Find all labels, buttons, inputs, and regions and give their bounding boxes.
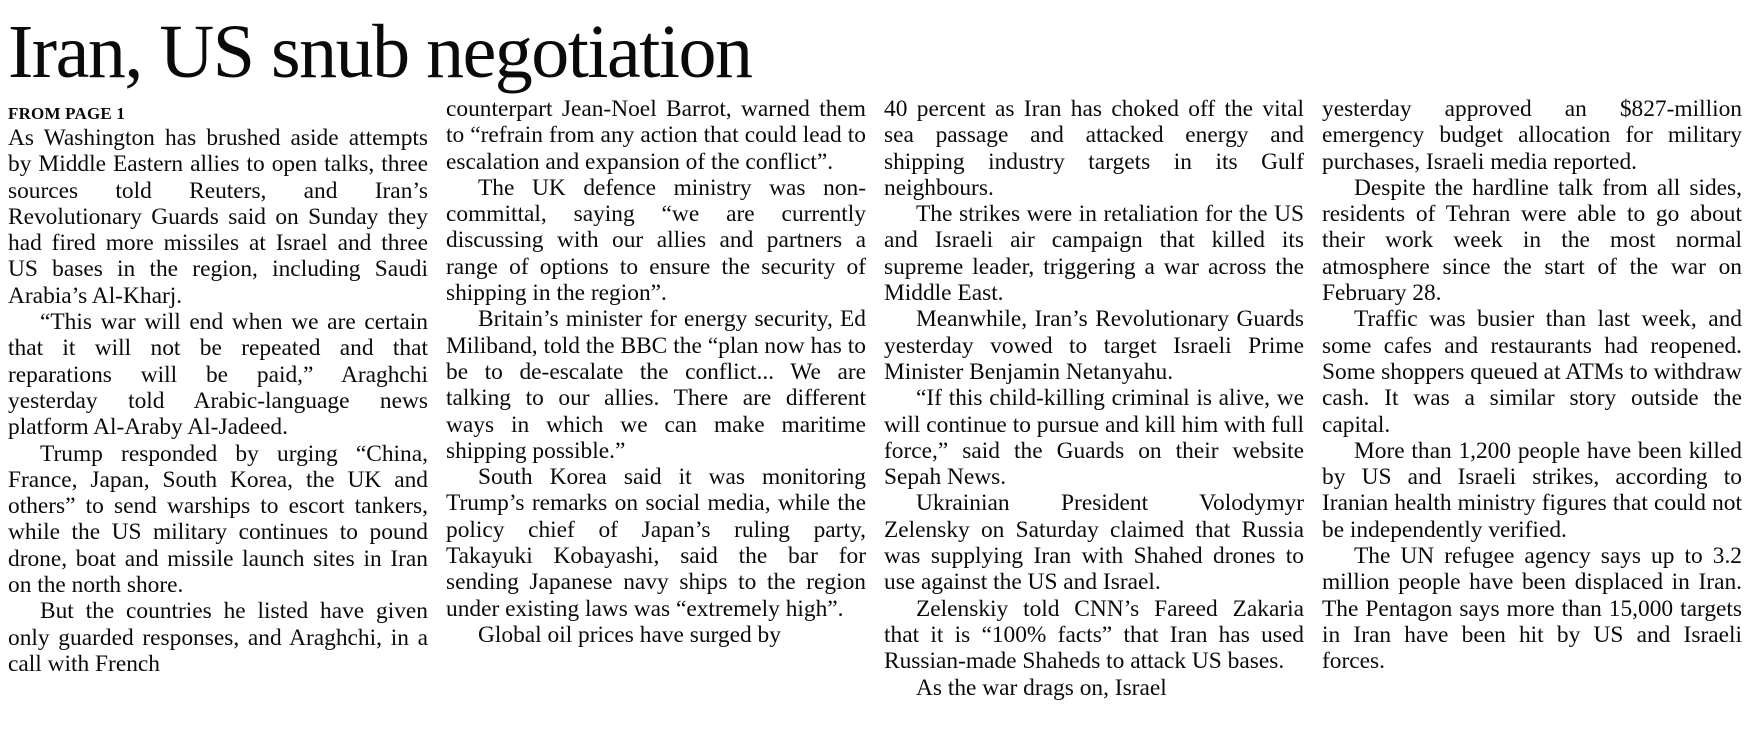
article-column-4 [1322,96,1742,742]
paragraph: Trump responded by urging “China, France, Japan, South Korea, the UK and others” to send warships to escort tankers, while the US military continues to pound drone, boat and missile launch sites in Iran on the north shore. [8,440,428,599]
paragraph: Traffic was busier than last week, and some cafes and restaurants had reopened. Some shoppers queued at ATMs to withdraw cash. It was a similar story outside the capital. [1322,306,1742,438]
article-column-3 [884,96,1304,742]
paragraph: As Washington has brushed aside attempts by Middle Eastern allies to open talks, three sources told Reuters, and Iran’s Revolutionary Guards said on Sunday they had fired more missiles at Israel and three US bases in the region, including Saudi Arabia’s Al-Kharj. [8,125,428,309]
paragraph: yesterday approved an $827-million emergency budget allocation for military purchases, Israeli media reported. [1322,96,1742,175]
paragraph: Britain’s minister for energy security, Ed Miliband, told the BBC the “plan now has to be to de-escalate the conflict... We are talking to our allies. There are different ways in which we can make maritime shipping possible.” [446,306,866,464]
paragraph: Meanwhile, Iran’s Revolutionary Guards yesterday vowed to target Israeli Prime Minister Benjamin Netanyahu. [884,306,1304,385]
paragraph: As the war drags on, Israel [916,674,1167,701]
paragraph: Global oil prices have surged by [478,621,781,648]
paragraph: Zelenskiy told CNN’s Fareed Zakaria that it is “100% facts” that Iran has used Russian-made Shaheds to attack US bases. [884,595,1304,675]
headline: Iran, US snub negotiation [8,10,752,94]
paragraph: More than 1,200 people have been killed by US and Israeli strikes, according to Iranian health ministry figures that could not be independently verified. [1322,437,1742,543]
paragraph: 40 percent as Iran has choked off the vital sea passage and attacked energy and shipping industry targets in its Gulf neighbours. [884,96,1304,201]
article-column-2 [446,96,866,742]
paragraph: But the countries he listed have given only guarded responses, and Araghchi, in a call with French [8,598,428,677]
paragraph: The UK defence ministry was non-committal, saying “we are currently discussing with our allies and partners a range of options to ensure the security of shipping in the region”. [446,174,866,307]
paragraph: “If this child-killing criminal is alive, we will continue to pursue and kill him with full force,” said the Guards on their website Sepah News. [884,385,1304,491]
paragraph: Despite the hardline talk from all sides, residents of Tehran were able to go about their work week in the most normal atmosphere since the start of the war on February 28. [1322,174,1742,307]
paragraph: counterpart Jean-Noel Barrot, warned them to “refrain from any action that could lead to escalation and expansion of the conflict”. [446,96,866,175]
paragraph: South Korea said it was monitoring Trump’s remarks on social media, while the policy chief of Japan’s ruling party, Takayuki Kobayashi, said the bar for sending Japanese navy ships to the region under existing laws was “extremely high”. [446,464,866,622]
article-column-1 [8,104,428,750]
paragraph: The UN refugee agency says up to 3.2 million people have been displaced in Iran. The Pentagon says more than 15,000 targets in Iran have been hit by US and Israeli forces. [1322,543,1742,675]
paragraph: Ukrainian President Volodymyr Zelensky on Saturday claimed that Russia was supplying Iran with Shahed drones to use against the US and Israel. [884,490,1304,596]
paragraph: The strikes were in retaliation for the US and Israeli air campaign that killed its supreme leader, triggering a war across the Middle East. [884,201,1304,307]
kicker-from-page-1: FROM PAGE 1 [8,104,126,123]
paragraph: “This war will end when we are certain that it will not be repeated and that reparations will be paid,” Araghchi yesterday told Arabic-language news platform Al-Araby Al-Jadeed. [8,309,428,441]
